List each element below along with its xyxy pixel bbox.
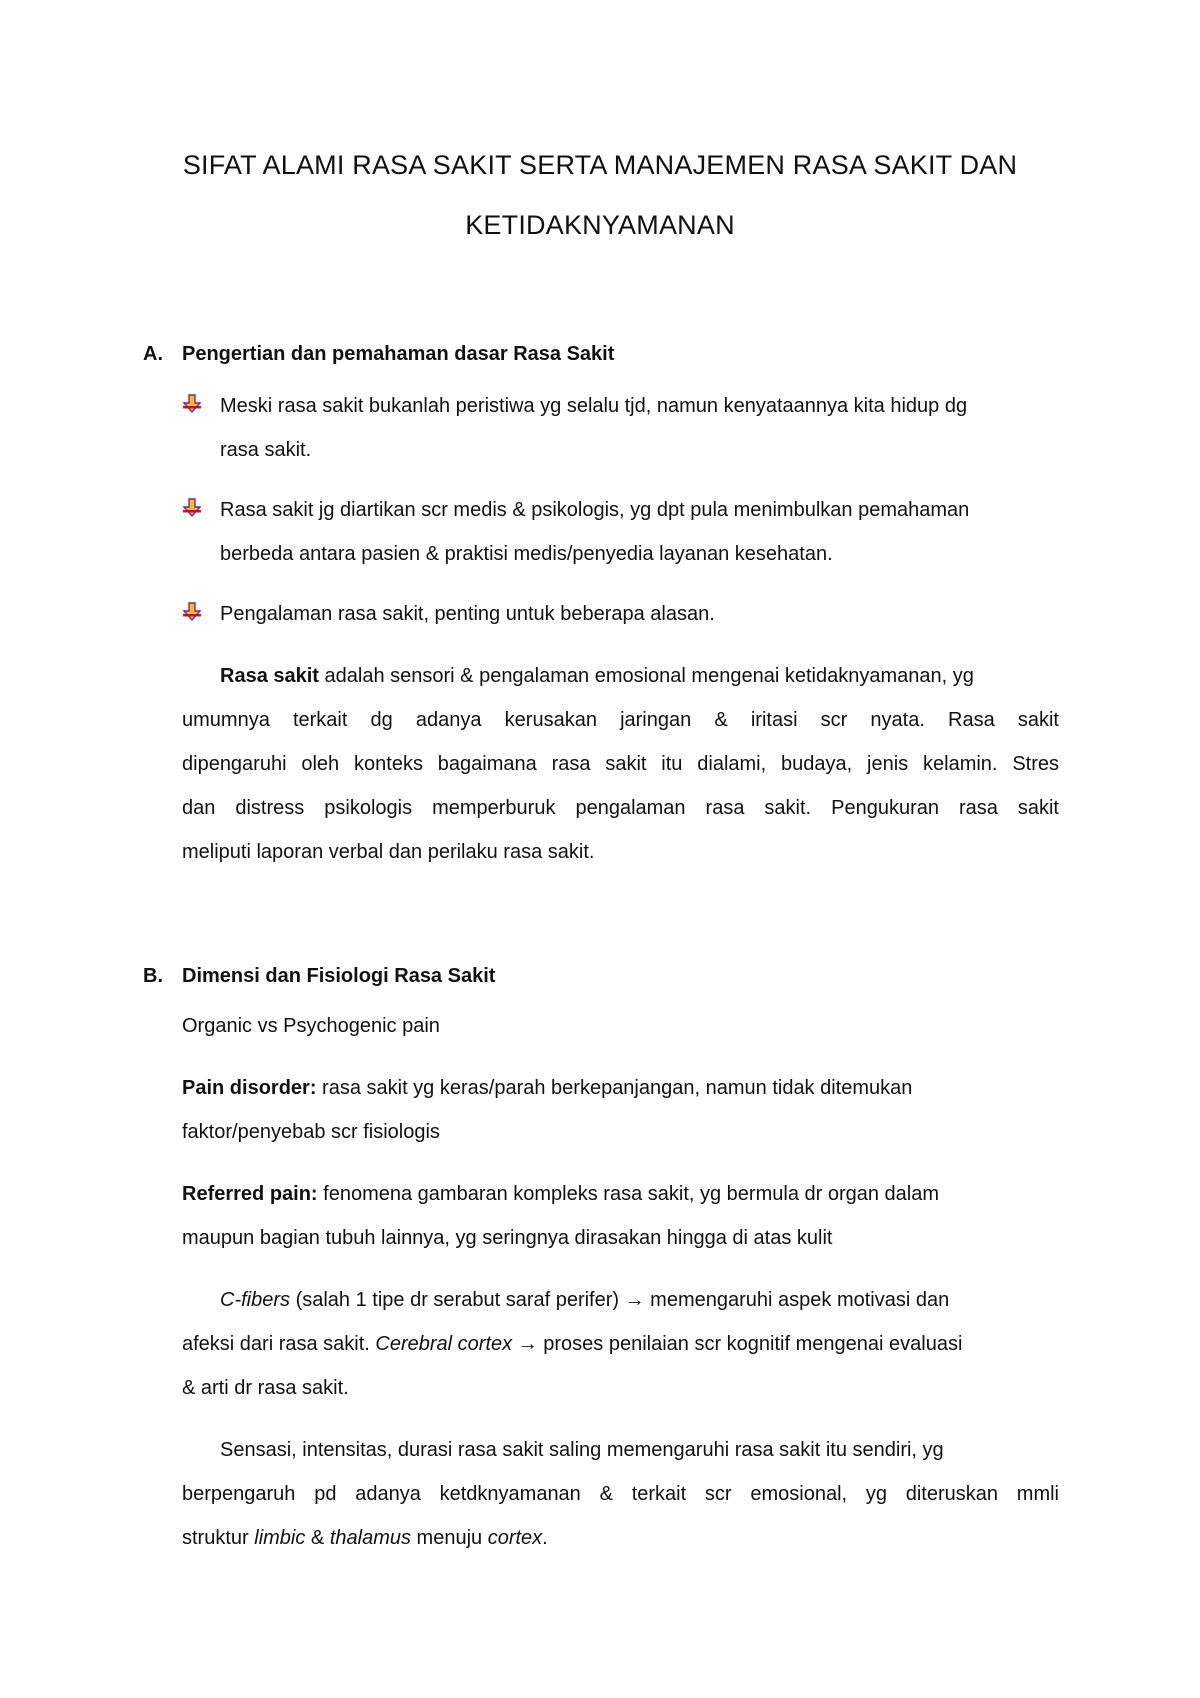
doc-title-line-2: KETIDAKNYAMANAN bbox=[465, 210, 735, 240]
term-cerebral-cortex: Cerebral cortex bbox=[375, 1333, 513, 1355]
fibers-line-2: afeksi dari rasa sakit. Cerebral cortex → proses penilaian scr kognitif mengenai evaluasi bbox=[182, 1333, 963, 1355]
fibers-line-3: & arti dr rasa sakit. bbox=[182, 1377, 349, 1399]
bullet-2-line-1: Rasa sakit jg diartikan scr medis & psikologis, yg dpt pula menimbulkan pemahaman bbox=[220, 499, 970, 521]
bullet-2-line-2: berbeda antara pasien & praktisi medis/penyedia layanan kesehatan. bbox=[220, 543, 833, 565]
doc-title-line-1: SIFAT ALAMI RASA SAKIT SERTA MANAJEMEN RASA SAKIT DAN bbox=[182, 150, 1018, 180]
bullet-1-line-1: Meski rasa sakit bukanlah peristiwa yg selalu tjd, namun kenyataannya kita hidup dg bbox=[220, 395, 968, 417]
pain-disorder-line-2: faktor/penyebab scr fisiologis bbox=[182, 1121, 440, 1143]
para-a-line-1: Rasa sakit adalah sensori & pengalaman emosional mengenai ketidaknyamanan, yg bbox=[220, 665, 974, 687]
term-referred-pain: Referred pain: bbox=[182, 1183, 318, 1205]
section-b-letter: B. bbox=[143, 965, 163, 987]
para-a-line-5: meliputi laporan verbal dan perilaku rasa sakit. bbox=[182, 841, 595, 863]
arrow-bullet-icon bbox=[181, 601, 203, 623]
para-a-line-3: dipengaruhi oleh konteks bagaimana rasa sakit itu dialami, budaya, jenis kelamin. Stres bbox=[182, 753, 1059, 775]
sensation-line-1: Sensasi, intensitas, durasi rasa sakit saling memengaruhi rasa sakit itu sendiri, yg bbox=[220, 1439, 944, 1461]
term-cortex: cortex bbox=[487, 1527, 543, 1549]
arrow-bullet-icon bbox=[181, 393, 203, 415]
para-a-line-2: umumnya terkait dg adanya kerusakan jaringan & iritasi scr nyata. Rasa sakit bbox=[182, 709, 1059, 731]
para-a-line-4: dan distress psikologis memperburuk pengalaman rasa sakit. Pengukuran rasa sakit bbox=[182, 797, 1059, 819]
term-pain-disorder: Pain disorder: bbox=[182, 1077, 317, 1099]
referred-pain-line-1: Referred pain: fenomena gambaran kompleks rasa sakit, yg bermula dr organ dalam bbox=[182, 1183, 940, 1205]
bullet-3-line-1: Pengalaman rasa sakit, penting untuk beberapa alasan. bbox=[220, 603, 715, 625]
sensation-line-3: struktur limbic & thalamus menuju cortex. bbox=[182, 1527, 548, 1549]
term-thalamus: thalamus bbox=[329, 1527, 411, 1549]
term-c-fibers: C-fibers bbox=[220, 1289, 291, 1311]
referred-pain-line-2: maupun bagian tubuh lainnya, yg seringnya dirasakan hingga di atas kulit bbox=[182, 1227, 833, 1249]
section-a-letter: A. bbox=[143, 343, 163, 365]
term-limbic: limbic bbox=[254, 1527, 306, 1549]
arrow-bullet-icon bbox=[181, 497, 203, 519]
section-b-subtitle: Organic vs Psychogenic pain bbox=[182, 1015, 440, 1037]
sensation-line-2: berpengaruh pd adanya ketdknyamanan & terkait scr emosional, yg diteruskan mmli bbox=[182, 1483, 1059, 1505]
term-rasa-sakit: Rasa sakit bbox=[220, 665, 319, 687]
fibers-line-1: C-fibers (salah 1 tipe dr serabut saraf perifer) → memengaruhi aspek motivasi dan bbox=[220, 1289, 950, 1311]
pain-disorder-line-1: Pain disorder: rasa sakit yg keras/parah berkepanjangan, namun tidak ditemukan bbox=[182, 1077, 913, 1099]
bullet-1-line-2: rasa sakit. bbox=[220, 439, 312, 461]
section-a-heading: Pengertian dan pemahaman dasar Rasa Sakit bbox=[182, 343, 615, 365]
section-b-heading: Dimensi dan Fisiologi Rasa Sakit bbox=[182, 965, 496, 987]
